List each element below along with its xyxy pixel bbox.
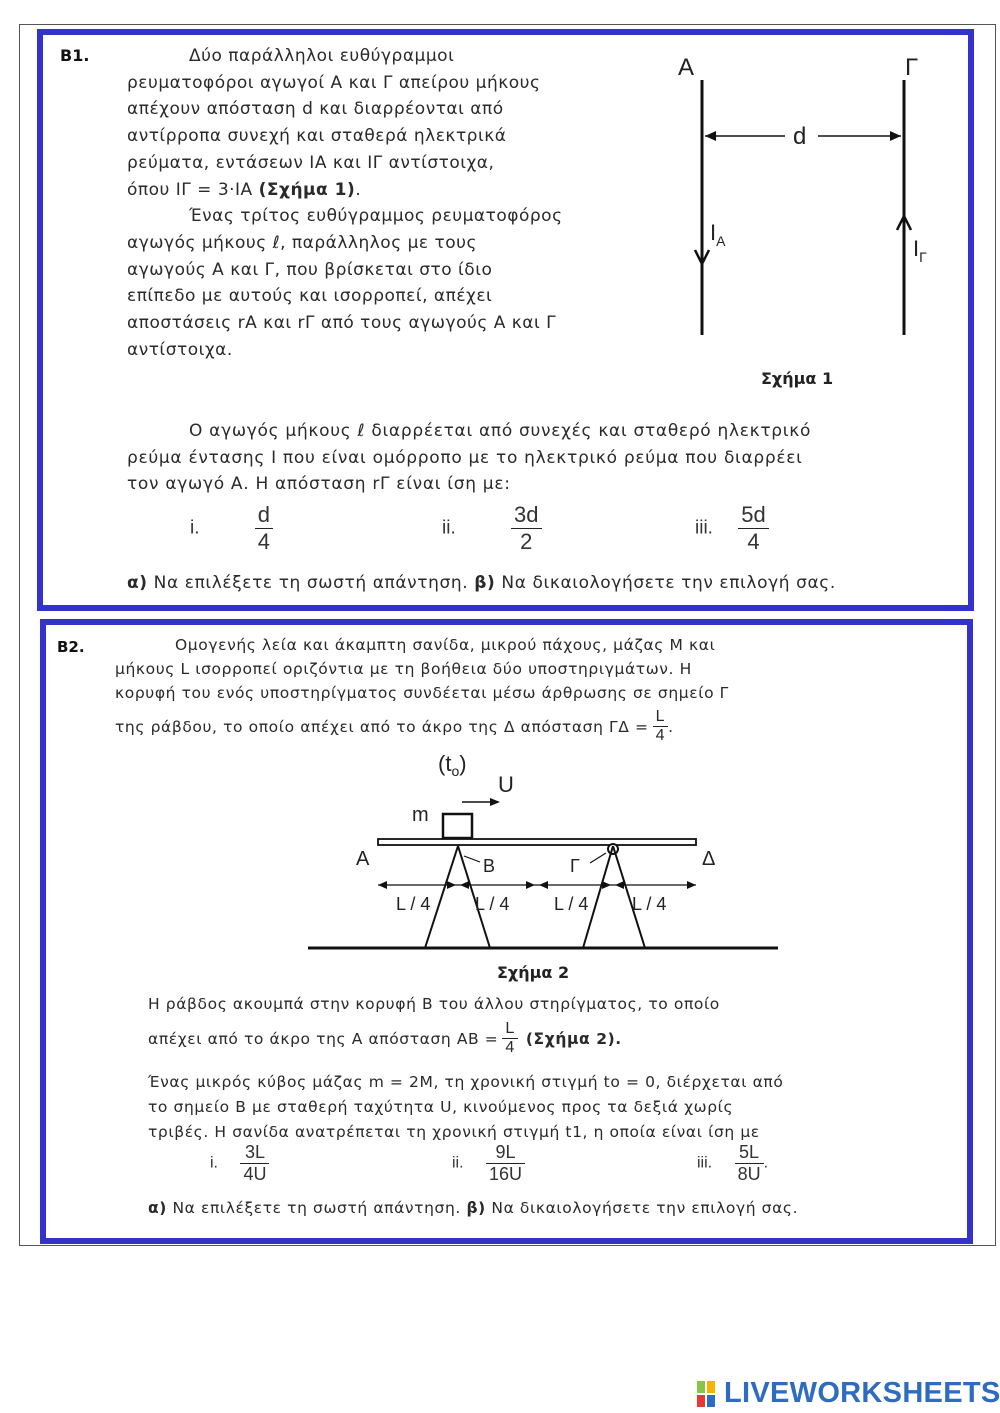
punctuation: . <box>763 1154 769 1172</box>
dim-arrowhead <box>687 881 696 889</box>
option-i[interactable] <box>190 502 273 555</box>
part-b-label: β) <box>466 1199 486 1217</box>
option-roman: iii. <box>695 517 713 539</box>
pointer-b <box>464 856 480 862</box>
numerator: L <box>505 1020 515 1037</box>
exercise-b2-text-2 <box>148 1020 622 1057</box>
distance-fraction <box>502 1020 518 1057</box>
option-roman: i. <box>190 517 200 539</box>
denominator: 8U <box>735 1163 764 1185</box>
intro-line <box>127 177 647 204</box>
arrowhead-left <box>705 131 716 141</box>
exercise-b2-instructions <box>148 1199 798 1217</box>
numerator: L <box>655 708 666 725</box>
numerator: 5L <box>739 1142 760 1162</box>
option-iii[interactable] <box>697 1142 768 1185</box>
part-a-label: α) <box>127 573 148 593</box>
conductor-a-label: Α <box>678 54 695 81</box>
numerator: 3d <box>514 502 539 527</box>
option-roman: iii. <box>697 1154 713 1172</box>
intro-line: Ομογενής λεία και άκαμπτη σανίδα, μικρού πάχους, μάζας Μ και <box>175 636 716 654</box>
text-line: το σημείο Β με σταθερή ταχύτητα U, κινούμενος προς τα δεξιά χωρίς <box>148 1098 734 1116</box>
time-label: $(t_o)$ <box>438 751 467 779</box>
numerator: 5d <box>741 502 766 527</box>
intro-line: Δύο παράλληλοι ευθύγραμμοι <box>189 46 455 66</box>
dim-arrowhead <box>602 881 611 889</box>
figure-reference: (Σχήμα 2). <box>525 1029 622 1048</box>
figure-2-diagram <box>300 745 790 955</box>
part-b-text: Να δικαιολογήσετε την επιλογή σας. <box>485 1199 799 1217</box>
velocity-arrowhead <box>490 798 500 806</box>
option-iii[interactable] <box>695 502 769 555</box>
option-fraction <box>738 502 768 555</box>
exercise-b2-text-1 <box>148 992 938 1017</box>
option-fraction <box>511 502 541 555</box>
liveworksheets-logo[interactable] <box>696 1376 1000 1410</box>
exercise-b2-intro <box>115 633 940 705</box>
dim-arrowhead <box>539 881 548 889</box>
intro-line: αντίστοιχα. <box>127 339 233 360</box>
mass-label: m <box>412 804 429 826</box>
intro-line: κορυφή του ενός υποστηρίγματος συνδέεται μέσω άρθρωσης σε σημείο Γ <box>115 684 729 702</box>
part-a-label: α) <box>148 1199 167 1217</box>
exercise-b1-label: B1. <box>60 46 90 65</box>
logo-text: LIVEWORKSHEETS <box>724 1376 1000 1409</box>
option-fraction <box>240 1142 269 1185</box>
denominator: 4 <box>255 528 273 555</box>
intro-line: μήκους L ισορροπεί οριζόντια με τη βοήθεια δύο υποστηριγμάτων. Η <box>115 660 692 678</box>
cube <box>443 814 472 838</box>
intro-line: ρευματοφόροι αγωγοί Α και Γ απείρου μήκους <box>127 72 541 93</box>
exercise-b1-instructions <box>127 573 836 593</box>
numerator: 3L <box>244 1142 265 1162</box>
option-ii[interactable] <box>442 502 542 555</box>
denominator: 16U <box>486 1163 525 1185</box>
intro-line: απέχουν απόσταση d και διαρρέονται από <box>127 99 504 120</box>
part-a-text: Να επιλέξετε τη σωστή απάντηση. <box>147 573 475 593</box>
punctuation: . <box>668 717 674 736</box>
exercise-b1-question <box>127 418 944 498</box>
question-line: τον αγωγό Α. Η απόσταση rΓ είναι ίση με: <box>127 474 511 495</box>
denominator: 2 <box>511 528 541 555</box>
dim-arrowhead <box>615 881 624 889</box>
numerator: d <box>257 502 271 527</box>
intro-line: της ράβδου, το οποίο απέχει από το άκρο της Δ απόσταση ΓΔ = <box>115 717 649 736</box>
distance-fraction <box>653 708 669 745</box>
text-line: απέχει από το άκρο της Α απόσταση ΑΒ = <box>148 1029 499 1048</box>
plank <box>378 839 696 845</box>
dim-arrowhead <box>460 881 469 889</box>
logo-mark-icon <box>696 1378 724 1408</box>
exercise-b2-label: B2. <box>57 638 85 656</box>
denominator: 4 <box>502 1038 518 1057</box>
dim-arrowhead <box>378 881 387 889</box>
intro-formula: όπου IΓ = 3·IΑ <box>127 179 259 200</box>
exercise-b2-intro-last <box>115 708 674 745</box>
figure-reference: (Σχήμα 1) <box>258 179 356 200</box>
question-line: ρεύμα έντασης I που είναι ομόρροπο με το ηλεκτρικό ρεύμα που διαρρέει <box>127 447 803 468</box>
conductor-g-label: Γ <box>905 54 919 81</box>
segment-label: L / 4 <box>632 894 667 914</box>
dim-arrowhead <box>526 881 535 889</box>
punctuation: . <box>355 179 362 200</box>
segment-label: L / 4 <box>475 894 510 914</box>
point-g-label: Γ <box>570 856 580 876</box>
text-line: τριβές. Η σανίδα ανατρέπεται τη χρονική στιγμή t1, η οποία είναι ίση με <box>148 1123 760 1141</box>
point-a-label: Α <box>356 848 370 870</box>
current-g-label: $I_\Gamma$ <box>913 236 927 265</box>
dim-arrowhead <box>447 881 456 889</box>
exercise-b2-text-3 <box>148 1070 938 1145</box>
current-a-label: $I_A$ <box>710 220 726 249</box>
segment-label: L / 4 <box>554 894 589 914</box>
option-fraction <box>486 1142 525 1185</box>
distance-label: d <box>793 123 807 150</box>
figure-2-caption: Σχήμα 2 <box>497 963 570 982</box>
text-line: Η ράβδος ακουμπά στην κορυφή Β του άλλου στηρίγματος, το οποίο <box>148 995 720 1013</box>
point-d-label: Δ <box>702 848 716 870</box>
intro-line: αγωγούς Α και Γ, που βρίσκεται στο ίδιο <box>127 259 493 280</box>
part-b-text: Να δικαιολογήσετε την επιλογή σας. <box>495 573 836 593</box>
pointer-g <box>590 853 606 863</box>
denominator: 4 <box>653 726 669 745</box>
option-roman: ii. <box>452 1154 464 1172</box>
part-a-text: Να επιλέξετε τη σωστή απάντηση. <box>166 1199 467 1217</box>
intro-line: αντίρροπα συνεχή και σταθερά ηλεκτρικά <box>127 126 507 147</box>
option-fraction <box>735 1142 764 1185</box>
part-b-label: β) <box>474 573 496 593</box>
question-line: Ο αγωγός μήκους ℓ διαρρέεται από συνεχές και σταθερό ηλεκτρικό <box>189 421 812 441</box>
point-b-label: Β <box>483 856 496 876</box>
text-line: Ένας μικρός κύβος μάζας m = 2M, τη χρονική στιγμή to = 0, διέρχεται από <box>148 1073 784 1091</box>
option-ii[interactable] <box>452 1142 525 1185</box>
exercise-b1-intro <box>127 43 647 363</box>
arrowhead-right <box>890 131 901 141</box>
figure-1-caption: Σχήμα 1 <box>761 369 834 388</box>
velocity-label: U <box>498 772 514 797</box>
option-roman: ii. <box>442 517 456 539</box>
option-roman: i. <box>210 1154 218 1172</box>
denominator: 4U <box>240 1163 269 1185</box>
intro-line: Ένας τρίτος ευθύγραμμος ρευματοφόρος <box>189 206 563 227</box>
denominator: 4 <box>738 528 768 555</box>
segment-label: L / 4 <box>396 894 431 914</box>
figure-1-diagram <box>660 40 960 350</box>
numerator: 9L <box>495 1142 516 1162</box>
intro-line: επίπεδο με αυτούς και ισορροπεί, απέχει <box>127 286 493 307</box>
option-i[interactable] <box>210 1142 269 1185</box>
option-fraction <box>255 502 273 555</box>
intro-line: αγωγός μήκους ℓ, παράλληλος με τους <box>127 232 477 253</box>
intro-line: αποστάσεις rΑ και rΓ από τους αγωγούς Α και Γ <box>127 313 557 334</box>
intro-line: ρεύματα, εντάσεων IΑ και IΓ αντίστοιχα, <box>127 152 495 173</box>
